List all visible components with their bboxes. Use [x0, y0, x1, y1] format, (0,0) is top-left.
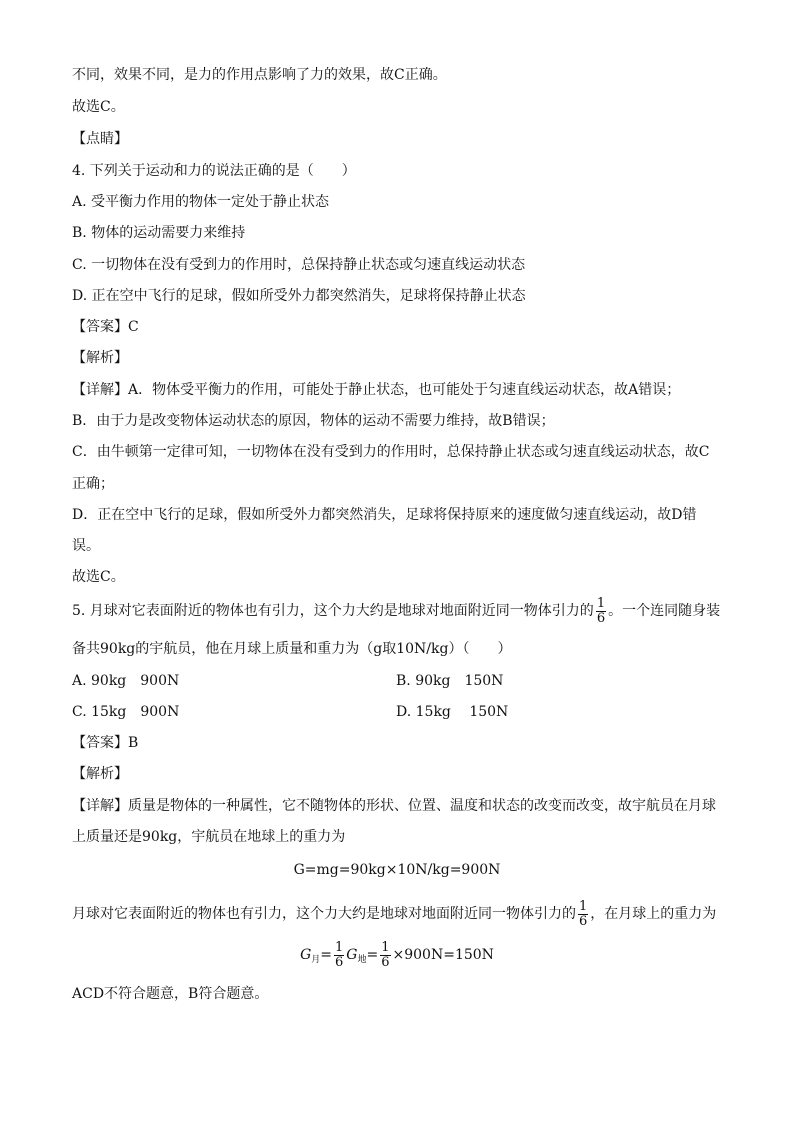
section-label-dianjing: 【点睛】 [72, 131, 128, 147]
conclusion-line: ACD不符合题意，B符合题意。 [72, 986, 269, 1002]
detail-line: B．由于力是改变物体运动状态的原因，物体的运动不需要力维持，故B错误； [72, 413, 555, 429]
detail-line: 【详解】质量是物体的一种属性，它不随物体的形状、位置、温度和状态的改变而改变，故宇航员在月球 [72, 798, 716, 814]
fraction-denominator: 6 [335, 954, 344, 970]
fraction-one-sixth [334, 941, 344, 970]
detail-line: D．正在空中飞行的足球，假如所受外力都突然消失，足球将保持原来的速度做匀速直线运动，故D错 [72, 507, 697, 523]
fraction-denominator: 6 [381, 954, 390, 970]
fraction-numerator: 1 [579, 898, 588, 914]
equation-moon-gravity [0, 938, 794, 977]
option-b: B. 物体的运动需要力来维持 [72, 225, 246, 241]
eq-result: ×900N=150N [392, 947, 494, 963]
eq-equals: = [366, 947, 379, 963]
analysis-label: 【解析】 [72, 766, 128, 782]
detail-line: 正确； [72, 476, 114, 492]
answer-label: 【答案】B [72, 735, 139, 751]
text-line: 不同，效果不同，是力的作用点影响了力的效果，故C正确。 [72, 67, 447, 83]
select-line: 故选C。 [72, 569, 125, 585]
detail-line: C．由牛顿第一定律可知，一切物体在没有受到力的作用时，总保持静止状态或匀速直线运动状态，故C [72, 444, 710, 460]
detail-line: 【详解】A．物体受平衡力的作用，可能处于静止状态，也可能处于匀速直线运动状态，故A错误； [72, 382, 681, 398]
fraction-numerator: 1 [335, 939, 344, 955]
moon-text-end: ，在月球上的重力为 [590, 906, 717, 922]
eq-symbol-g: G [300, 947, 312, 963]
question-5 [72, 596, 720, 626]
option-a: A. 受平衡力作用的物体一定处于静止状态 [72, 194, 330, 210]
answer-label: 【答案】C [72, 319, 139, 335]
option-c: C. 15kg 900N [72, 704, 180, 720]
eq-equals: = [320, 947, 333, 963]
moon-text-start: 月球对它表面附近的物体也有引力，这个力大约是地球对地面附近同一物体引力的 [72, 906, 576, 922]
fraction-denominator: 6 [579, 913, 588, 929]
analysis-label: 【解析】 [72, 350, 128, 366]
eq-subscript-earth: 地 [357, 955, 367, 965]
option-d: D. 正在空中飞行的足球，假如所受外力都突然消失，足球将保持静止状态 [72, 288, 526, 304]
detail-line-moon [72, 899, 716, 929]
fraction-denominator: 6 [596, 610, 606, 626]
text-line: 故选C。 [72, 99, 125, 115]
question-5-text-start: 5. 月球对它表面附近的物体也有引力，这个力大约是地球对地面附近同一物体引力的 [72, 603, 594, 619]
detail-line: 误。 [72, 538, 100, 554]
fraction-numerator: 1 [381, 939, 390, 955]
eq-subscript-moon: 月 [311, 955, 321, 965]
option-c: C. 一切物体在没有受到力的作用时，总保持静止状态或匀速直线运动状态 [72, 257, 526, 273]
equation-earth-gravity: G=mg=90kg×10N/kg=900N [293, 862, 501, 878]
fraction-one-sixth [596, 597, 606, 626]
fraction-numerator: 1 [596, 595, 606, 611]
question-5-text-end: 。一个连同随身装 [608, 603, 721, 619]
detail-line: 上质量还是90kg，宇航员在地球上的重力为 [72, 829, 346, 845]
question-5-cont: 备共90kg的宇航员，他在月球上质量和重力为（g取10N/kg）（ ） [72, 641, 512, 657]
option-d: D. 15kg 150N [396, 704, 509, 720]
fraction-one-sixth [380, 941, 390, 970]
question-4: 4. 下列关于运动和力的说法正确的是（ ） [72, 163, 356, 179]
eq-symbol-g: G [346, 947, 358, 963]
fraction-one-sixth [578, 900, 588, 929]
option-a: A. 90kg 900N [72, 673, 180, 689]
option-b: B. 90kg 150N [396, 673, 504, 689]
